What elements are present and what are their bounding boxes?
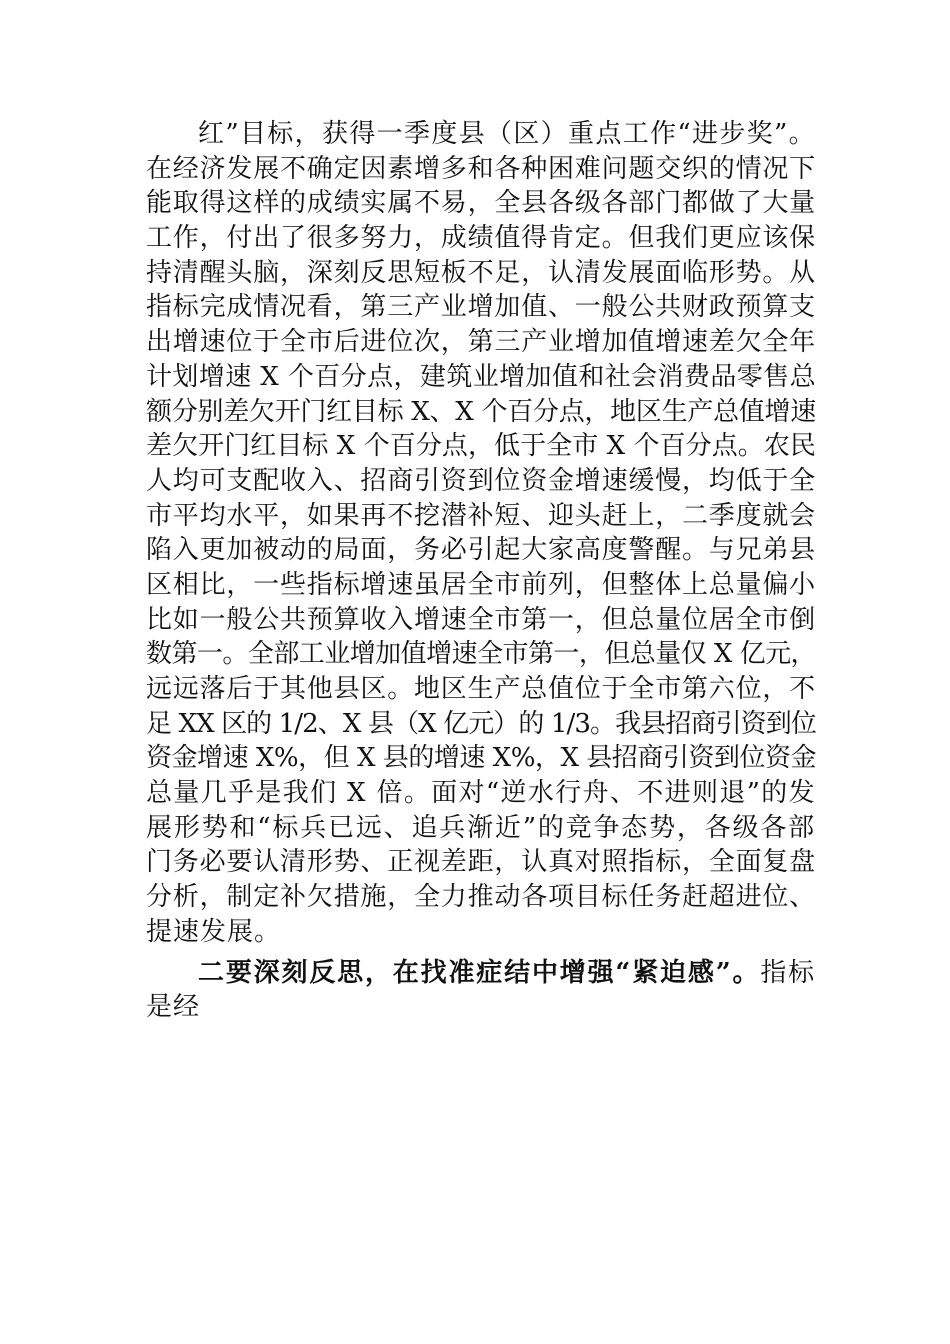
paragraph-1-line: 提速发展。 <box>146 916 282 947</box>
paragraph-1-line: 足 XX 区的 1/2、X 县（X 亿元）的 1/3。我县招商引资到位 <box>146 708 816 739</box>
paragraph-1-line: 总量几乎是我们 X 倍。面对“逆水行舟、不进则退”的发 <box>146 778 816 809</box>
paragraph-1-line: 工作，付出了很多努力，成绩值得肯定。但我们更应该保 <box>146 223 816 254</box>
paragraph-1-line: 分析，制定补欠措施，全力推动各项目标任务赶超进位、 <box>146 882 816 913</box>
paragraph-1-line: 远远落后于其他县区。地区生产总值位于全市第六位，不 <box>146 674 816 704</box>
paragraph-1-line: 额分别差欠开门红目标 X、X 个百分点，地区生产总值增速 <box>146 396 816 427</box>
paragraph-1-line: 在经济发展不确定因素增多和各种困难问题交织的情况下 <box>146 153 816 184</box>
paragraph-1-line: 持清醒头脑，深刻反思短板不足，认清发展面临形势。从 <box>146 257 816 288</box>
paragraph-1-line: 出增速位于全市后进位次，第三产业增加值增速差欠全年 <box>146 327 816 358</box>
paragraph-1-line: 指标完成情况看，第三产业增加值、一般公共财政预算支 <box>146 292 816 323</box>
paragraph-2-tail: 指标 <box>760 957 816 988</box>
paragraph-1-line: 市平均水平，如果再不挖潜补短、迎头赶上，二季度就会 <box>146 500 816 531</box>
paragraph-1-line: 门务必要认清形势、正视差距，认真对照指标，全面复盘 <box>146 847 816 878</box>
paragraph-1-line: 计划增速 X 个百分点，建筑业增加值和社会消费品零售总 <box>146 361 816 392</box>
paragraph-1-line: 比如一般公共预算收入增速全市第一，但总量位居全市倒 <box>146 604 816 635</box>
body-text <box>146 117 816 1025</box>
paragraph-1-line: 区相比，一些指标增速虽居全市前列，但整体上总量偏小 <box>146 569 816 600</box>
paragraph-1-line: 差欠开门红目标 X 个百分点，低于全市 X 个百分点。农民 <box>146 431 816 462</box>
paragraph-1-line: 展形势和“标兵已远、追兵渐近”的竞争态势，各级各部 <box>146 812 816 843</box>
paragraph-1-line: 能取得这样的成绩实属不易，全县各级各部门都做了大量 <box>146 188 816 219</box>
paragraph-1-line: 数第一。全部工业增加值增速全市第一，但总量仅 X 亿元， <box>146 639 816 670</box>
paragraph-2-line: 是经 <box>146 992 201 1023</box>
paragraph-1-line: 人均可支配收入、招商引资到位资金增速缓慢，均低于全 <box>146 465 816 496</box>
paragraph-1-line: 资金增速 X%，但 X 县的增速 X%，X 县招商引资到位资金 <box>146 743 816 774</box>
paragraph-2-heading: 二要深刻反思，在找准症结中增强“紧迫感”。 <box>198 957 761 988</box>
paragraph-1-line: 红”目标，获得一季度县（区）重点工作“进步奖”。 <box>198 119 816 149</box>
paragraph-2-first-line <box>146 956 816 991</box>
paragraph-1-line: 陷入更加被动的局面，务必引起大家高度警醒。与兄弟县 <box>146 535 816 566</box>
